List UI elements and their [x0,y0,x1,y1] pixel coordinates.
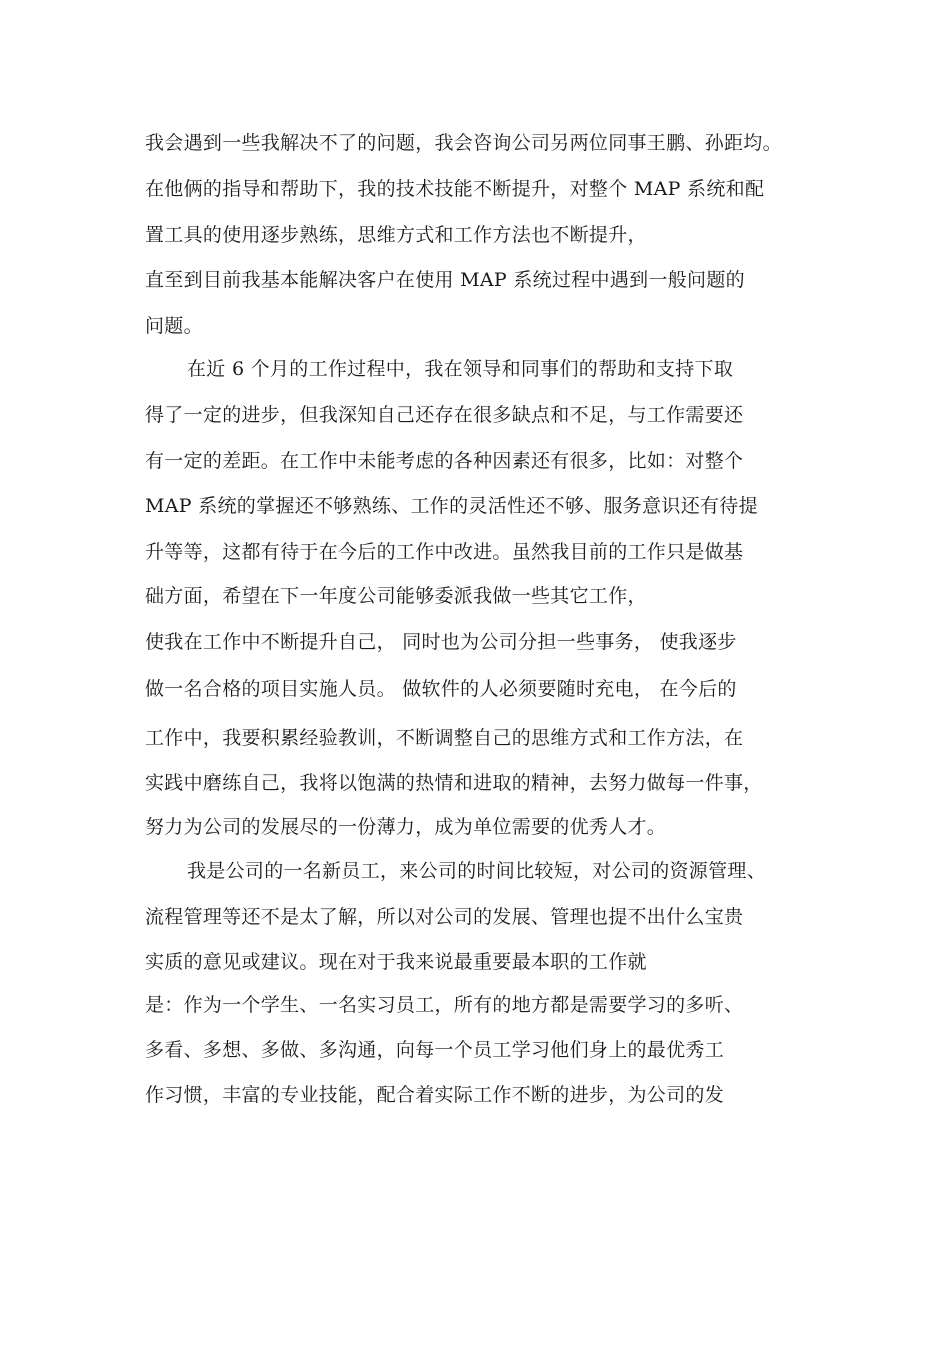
text-line: 作习惯，丰富的专业技能，配合着实际工作不断的进步，为公司的发 [145,1084,725,1106]
text-line: 是：作为一个学生、一名实习员工，所有的地方都是需要学习的多听、 [145,994,744,1016]
text-line: 我会遇到一些我解决不了的问题，我会咨询公司另两位同事王鹏、孙距均。 [145,132,782,154]
text-line: 实践中磨练自己，我将以饱满的热情和进取的精神，去努力做每一件事， [145,772,763,794]
text-line: 升等等，这都有待于在今后的工作中改进。虽然我目前的工作只是做基 [145,541,744,563]
text-line: 问题。 [145,315,203,337]
text-line: 做一名合格的项目实施人员。 做软件的人必须要随时充电， 在今后的 [145,678,737,700]
text-line: 多看、多想、多做、多沟通，向每一个员工学习他们身上的最优秀工 [145,1039,725,1061]
text-line: 置工具的使用逐步熟练，思维方式和工作方法也不断提升， [145,224,647,246]
text-line: 有一定的差距。在工作中未能考虑的各种因素还有很多，比如：对整个 [145,450,744,472]
text-line: 流程管理等还不是太了解，所以对公司的发展、管理也提不出什么宝贵 [145,906,744,928]
paragraph-start-line: 我是公司的一名新员工，来公司的时间比较短，对公司的资源管理、 [187,860,767,882]
text-line: 础方面，希望在下一年度公司能够委派我做一些其它工作， [145,585,647,607]
text-line: 努力为公司的发展尽的一份薄力，成为单位需要的优秀人才。 [145,816,667,838]
text-line: 在他俩的指导和帮助下，我的技术技能不断提升，对整个 MAP 系统和配 [145,178,765,200]
text-line: 工作中，我要积累经验教训，不断调整自己的思维方式和工作方法，在 [145,727,744,749]
text-line: 使我在工作中不断提升自己， 同时也为公司分担一些事务， 使我逐步 [145,631,737,653]
text-line: 得了一定的进步，但我深知自己还存在很多缺点和不足，与工作需要还 [145,404,744,426]
text-line: 直至到目前我基本能解决客户在使用 MAP 系统过程中遇到一般问题的 [145,269,745,291]
paragraph-start-line: 在近 6 个月的工作过程中，我在领导和同事们的帮助和支持下取 [187,358,734,380]
text-line: MAP 系统的掌握还不够熟练、工作的灵活性还不够、服务意识还有待提 [145,495,758,517]
text-line: 实质的意见或建议。现在对于我来说最重要最本职的工作就 [145,951,647,973]
